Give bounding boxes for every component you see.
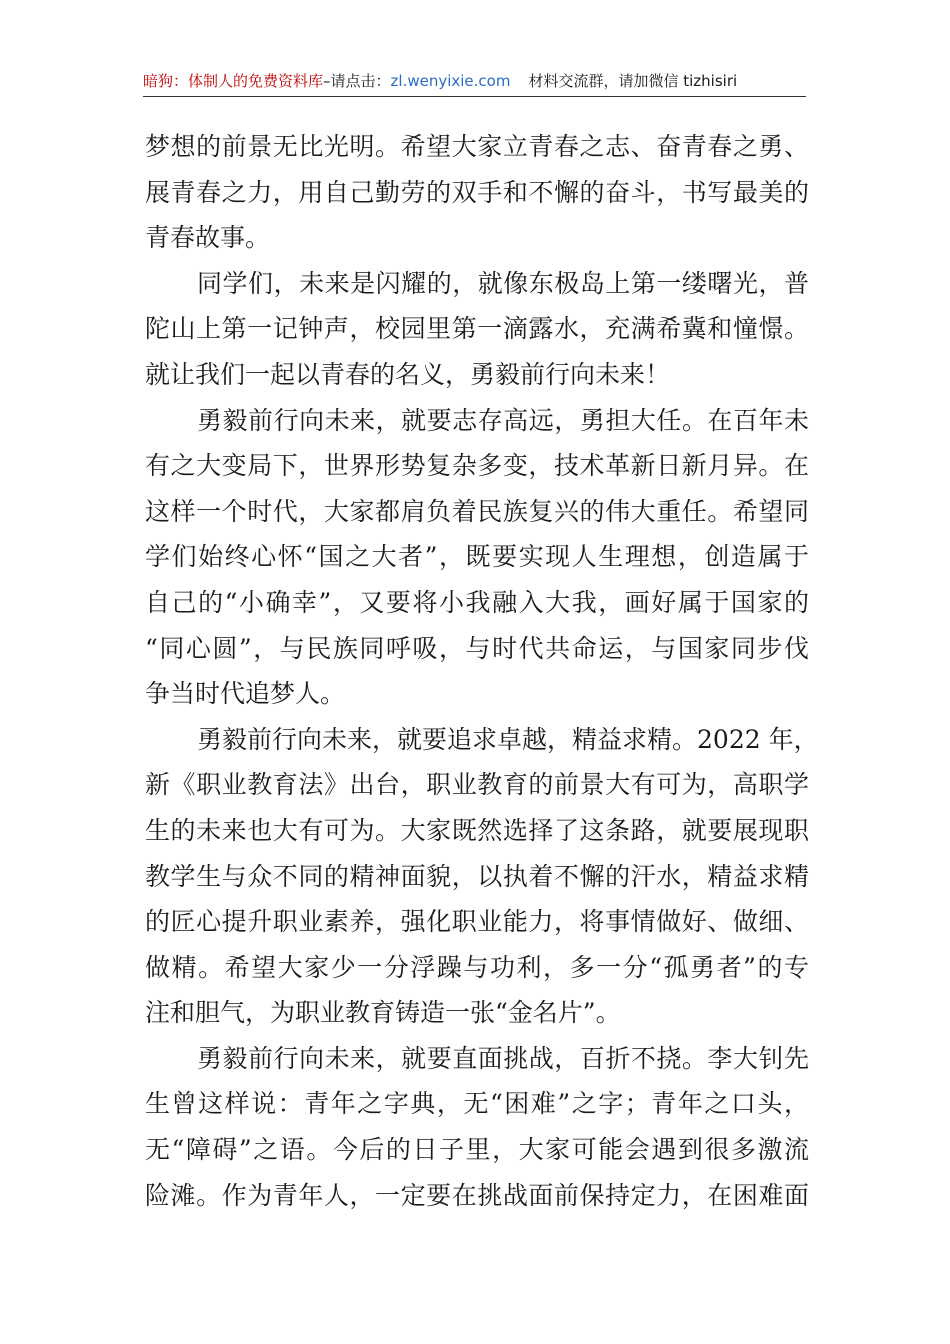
page-header [143, 70, 806, 97]
text-line: 生的未来也大有可为。大家既然选择了这条路，就要展现职 [145, 815, 809, 845]
text-line: 勇毅前行向未来，就要直面挑战，百折不挠。李大钊先 [197, 1043, 809, 1073]
text-line: 学们始终心怀“国之大者”，既要实现人生理想，创造属于 [145, 542, 809, 572]
text-line: 新《职业教育法》出台，职业教育的前景大有可为，高职学 [145, 770, 809, 800]
text-line: 就让我们一起以青春的名义，勇毅前行向未来！ [145, 359, 671, 389]
text-line: 自己的“小确幸”，又要将小我融入大我，画好属于国家的 [145, 587, 809, 617]
text-line: 陀山上第一记钟声，校园里第一滴露水，充满希冀和憧憬。 [145, 314, 809, 344]
text-line: 注和胆气，为职业教育铸造一张“金名片”。 [145, 998, 621, 1028]
text-line: 的匠心提升职业素养，强化职业能力，将事情做好、做细、 [145, 907, 809, 937]
text-line: 这样一个时代，大家都肩负着民族复兴的伟大重任。希望同 [145, 496, 809, 526]
header-url-link[interactable]: zl.wenyixie.com [390, 72, 511, 90]
text-line: 勇毅前行向未来，就要志存高远，勇担大任。在百年未 [197, 405, 809, 435]
text-line: 展青春之力，用自己勤劳的双手和不懈的奋斗，书写最美的 [145, 177, 809, 207]
text-line: 做精。希望大家少一分浮躁与功利，多一分“孤勇者”的专 [145, 952, 809, 982]
header-group-text: 材料交流群，请加微信 tizhisiri [528, 72, 738, 90]
text-line: 险滩。作为青年人，一定要在挑战面前保持定力，在困难面 [145, 1180, 809, 1210]
text-line: 教学生与众不同的精神面貌，以执着不懈的汗水，精益求精 [145, 861, 809, 891]
header-brand: 暗狗：体制人的免费资料库 [143, 72, 324, 90]
text-line: 勇毅前行向未来，就要追求卓越，精益求精。2022 年， [197, 724, 819, 754]
text-line: 同学们，未来是闪耀的，就像东极岛上第一缕曙光，普 [197, 268, 809, 298]
document-body [145, 124, 819, 1218]
text-line: 生曾这样说：青年之字典，无“困难”之字；青年之口头， [145, 1089, 809, 1119]
header-click-prompt: –请点击： [323, 72, 391, 90]
text-line: 无“障碍”之语。今后的日子里，大家可能会遇到很多激流 [145, 1135, 809, 1165]
text-line: 梦想的前景无比光明。希望大家立青春之志、奋青春之勇、 [145, 132, 809, 161]
text-line: 青春故事。 [145, 223, 271, 253]
text-line: “同心圆”，与民族同呼吸，与时代共命运，与国家同步伐 [145, 633, 809, 663]
text-line: 争当时代追梦人。 [145, 679, 346, 709]
text-line: 有之大变局下，世界形势复杂多变，技术革新日新月异。在 [145, 451, 809, 481]
